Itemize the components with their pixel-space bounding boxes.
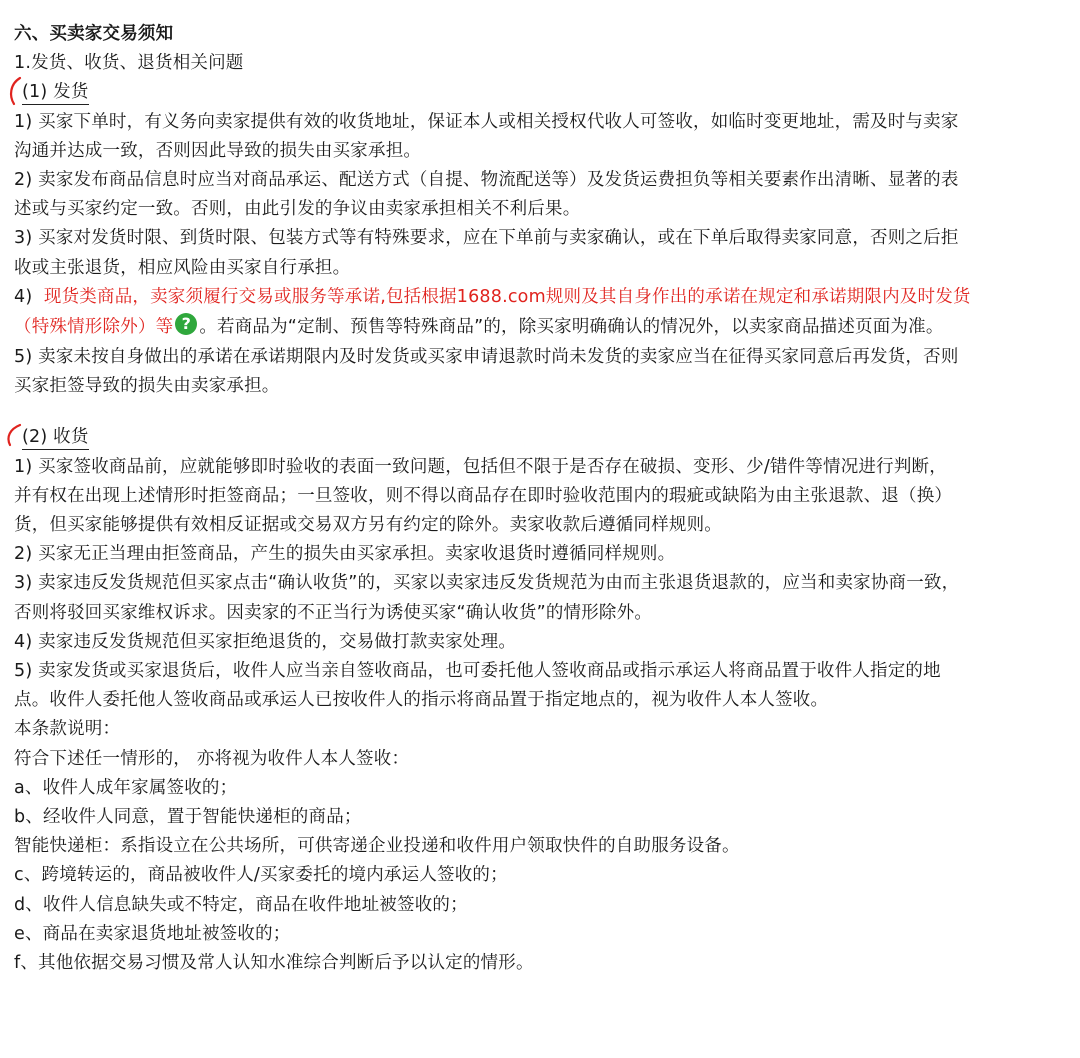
receiving-heading: (2) 收货 bbox=[14, 423, 89, 452]
definition-line: 智能快递柜：系指设立在公共场所，可供寄递企业投递和收件用户领取快件的自助服务设备。 bbox=[14, 836, 740, 857]
list-item: d、收件人信息缺失或不特定，商品在收件地址被签收的； bbox=[14, 894, 468, 915]
shipping-line: 5) 卖家未按自身做出的承诺在承诺期限内及时发货或买家申请退款时尚未发货的卖家应当在征得买家同意后再发货，否则 bbox=[14, 347, 959, 368]
shipping-item4-line2: （特殊情形除外）等 ? 。若商品为“定制、预售等特殊商品”的，除买家明确确认的情况外，以卖家商品描述页面为准。 bbox=[14, 314, 944, 338]
receiving-line: 1) 买家签收商品前，应就能够即时验收的表面一致问题，包括但不限于是否存在破损、变形、少/错件等情况进行判断， bbox=[14, 456, 947, 477]
section-title: 六、买卖家交易须知 bbox=[14, 24, 174, 44]
highlight-text: 现货类商品，卖家须履行交易或服务等承诺,包括根据1688.com规则及其自身作出的承诺在规定和承诺期限内及时发货 bbox=[43, 286, 971, 307]
receiving-line: 并有权在出现上述情形时拒签商品；一旦签收，则不得以商品存在即时验收范围内的瑕疵或缺陷为由主张退款、退（换） bbox=[14, 485, 953, 506]
shipping-heading-row bbox=[14, 78, 1072, 107]
subsection-title: 1.发货、收货、退货相关问题 bbox=[14, 53, 244, 74]
question-circle-icon[interactable]: ? bbox=[175, 313, 197, 335]
shipping-line: 买家拒签导致的损失由卖家承担。 bbox=[14, 376, 280, 397]
clause-note-title: 本条款说明： bbox=[14, 719, 121, 740]
list-item: a、收件人成年家属签收的； bbox=[14, 777, 238, 798]
document-body bbox=[14, 20, 1072, 978]
shipping-line: 收或主张退货，相应风险由买家自行承担。 bbox=[14, 257, 351, 278]
receiving-heading-row bbox=[14, 423, 1072, 452]
list-item: f、其他依据交易习惯及常人认知水准综合判断后予以认定的情形。 bbox=[14, 953, 534, 974]
receiving-line: 货，但买家能够提供有效相反证据或交易双方另有约定的除外。卖家收款后遵循同样规则。 bbox=[14, 515, 722, 536]
highlight-text: （特殊情形除外）等 bbox=[14, 317, 174, 338]
receiving-line: 5) 卖家发货或买家退货后，收件人应当亲自签收商品，也可委托他人签收商品或指示承运人将商品置于收件人指定的地 bbox=[14, 661, 941, 682]
shipping-line: 1) 买家下单时，有义务向卖家提供有效的收货地址，保证本人或相关授权代收人可签收，如临时变更地址，需及时与卖家 bbox=[14, 111, 959, 132]
receiving-line: 4) 卖家违反发货规范但买家拒绝退货的，交易做打款卖家处理。 bbox=[14, 631, 517, 652]
receiving-line: 2) 买家无正当理由拒签商品，产生的损失由买家承担。卖家收退货时遵循同样规则。 bbox=[14, 544, 676, 565]
receiving-line: 否则将驳回买家维权诉求。因卖家的不正当行为诱使买家“确认收货”的情形除外。 bbox=[14, 602, 653, 623]
list-item: c、跨境转运的，商品被收件人/买家委托的境内承运人签收的； bbox=[14, 865, 508, 886]
shipping-line: 述或与买家约定一致。否则，由此引发的争议由卖家承担相关不利后果。 bbox=[14, 199, 581, 220]
receiving-line: 3) 卖家违反发货规范但买家点击“确认收货”的，买家以卖家违反发货规范为由而主张退货退款的，应当和卖家协商一致， bbox=[14, 573, 960, 594]
shipping-heading: (1) 发货 bbox=[14, 78, 89, 107]
list-item: b、经收件人同意，置于智能快递柜的商品； bbox=[14, 807, 362, 828]
shipping-line: 2) 卖家发布商品信息时应当对商品承运、配送方式（自提、物流配送等）及发货运费担负等相关要素作出清晰、显著的表 bbox=[14, 170, 959, 191]
shipping-item4-line1: 4) 现货类商品，卖家须履行交易或服务等承诺,包括根据1688.com规则及其自身作出的承诺在规定和承诺期限内及时发货 bbox=[14, 286, 971, 307]
shipping-line: 3) 买家对发货时限、到货时限、包装方式等有特殊要求，应在下单前与卖家确认，或在下单后取得卖家同意，否则之后拒 bbox=[14, 228, 959, 249]
list-item: e、商品在卖家退货地址被签收的； bbox=[14, 923, 291, 944]
receiving-line: 点。收件人委托他人签收商品或承运人已按收件人的指示将商品置于指定地点的，视为收件人本人签收。 bbox=[14, 690, 829, 711]
receiving-line: 符合下述任一情形的， 亦将视为收件人本人签收： bbox=[14, 748, 410, 769]
shipping-line: 沟通并达成一致，否则因此导致的损失由买家承担。 bbox=[14, 140, 422, 161]
